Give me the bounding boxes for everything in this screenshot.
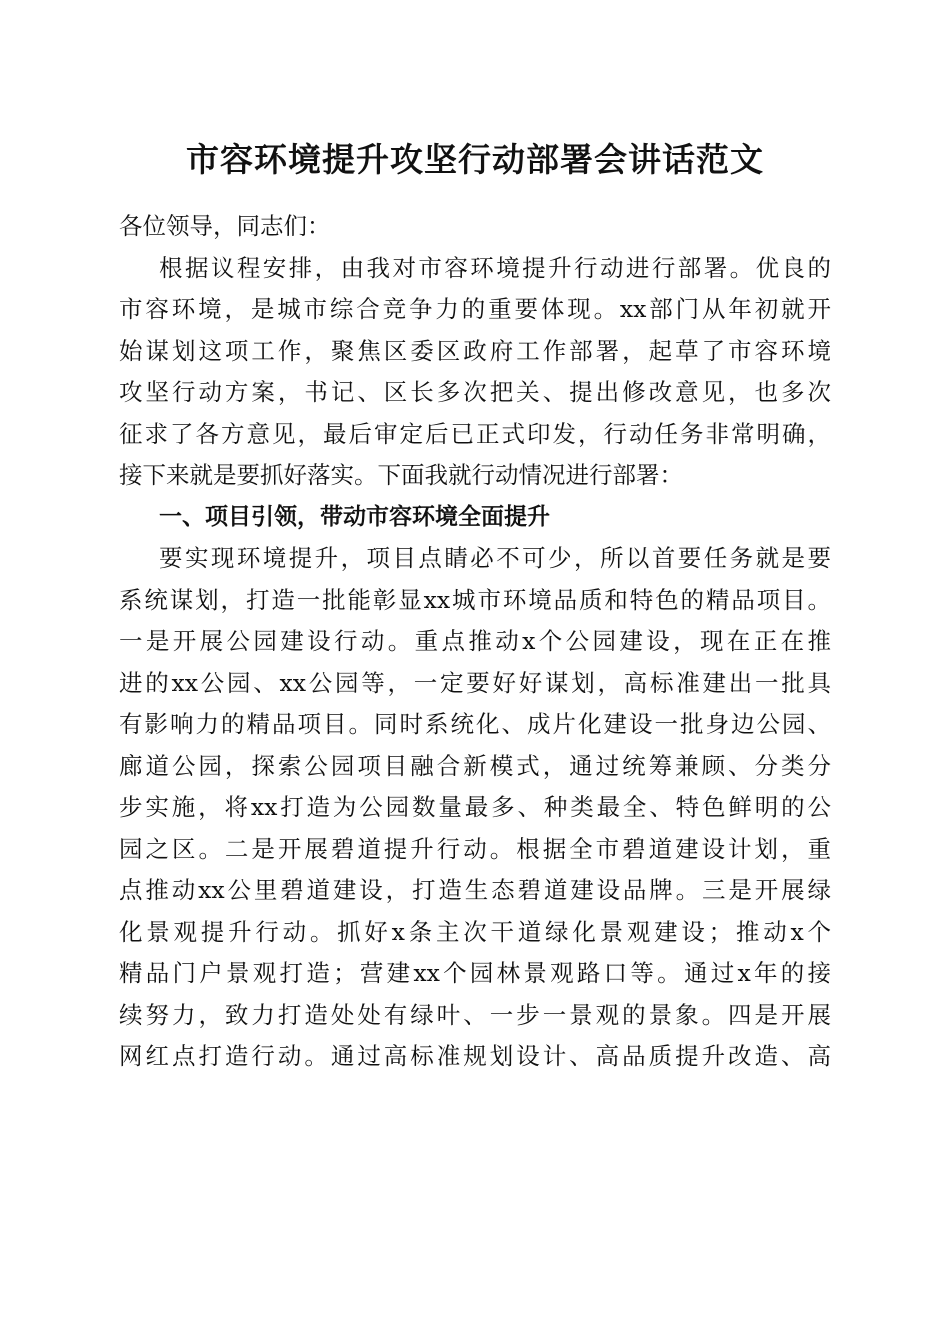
text-line: 有影响力的精品项目。同时系统化、成片化建设一批身边公园、: [119, 710, 831, 738]
text-line: 化景观提升行动。抓好x条主次干道绿化景观建设；推动x个: [119, 917, 831, 946]
text-line: 攻坚行动方案，书记、区长多次把关、提出修改意见，也多次: [119, 378, 831, 406]
paragraph-intro: [119, 248, 831, 497]
text-line: 续努力，致力打造处处有绿叶、一步一景观的景象。四是开展: [119, 1000, 831, 1029]
text-line: 接下来就是要抓好落实。下面我就行动情况进行部署：: [119, 461, 683, 489]
text-line: 廊道公园，探索公园项目融合新模式，通过统筹兼顾、分类分: [119, 751, 831, 780]
text-line: 系统谋划，打造一批能彰显xx城市环境品质和特色的精品项目。: [119, 585, 831, 614]
text-line: 一是开展公园建设行动。重点推动x个公园建设，现在正在推: [119, 627, 831, 655]
text-line: 始谋划这项工作，聚焦区委区政府工作部署，起草了市容环境: [119, 336, 831, 365]
text-line: 要实现环境提升，项目点睛必不可少，所以首要任务就是要: [159, 544, 831, 572]
text-line: 园之区。二是开展碧道提升行动。根据全市碧道建设计划，重: [119, 834, 831, 863]
document-body: [119, 206, 831, 1078]
text-line: 精品门户景观打造；营建xx个园林景观路口等。通过x年的接: [119, 959, 831, 987]
greeting: 各位领导，同志们：: [119, 212, 331, 240]
text-line: 点推动xx公里碧道建设，打造生态碧道建设品牌。三是开展绿: [119, 876, 831, 904]
text-line: 进的xx公园、xx公园等，一定要好好谋划，高标准建出一批具: [119, 668, 831, 697]
text-line: 市容环境，是城市综合竞争力的重要体现。xx部门从年初就开: [119, 295, 831, 323]
text-line: 步实施，将xx打造为公园数量最多、种类最全、特色鲜明的公: [119, 793, 831, 821]
paragraph-section-1: [119, 538, 831, 1078]
document-title: 市容环境提升攻坚行动部署会讲话范文: [186, 140, 764, 179]
text-line: 征求了各方意见，最后审定后已正式印发，行动任务非常明确，: [119, 419, 831, 448]
section-heading: 一、项目引领，带动市容环境全面提升: [159, 503, 550, 530]
text-line: 网红点打造行动。通过高标准规划设计、高品质提升改造、高: [119, 1042, 831, 1070]
text-line: 根据议程安排，由我对市容环境提升行动进行部署。优良的: [159, 253, 831, 282]
